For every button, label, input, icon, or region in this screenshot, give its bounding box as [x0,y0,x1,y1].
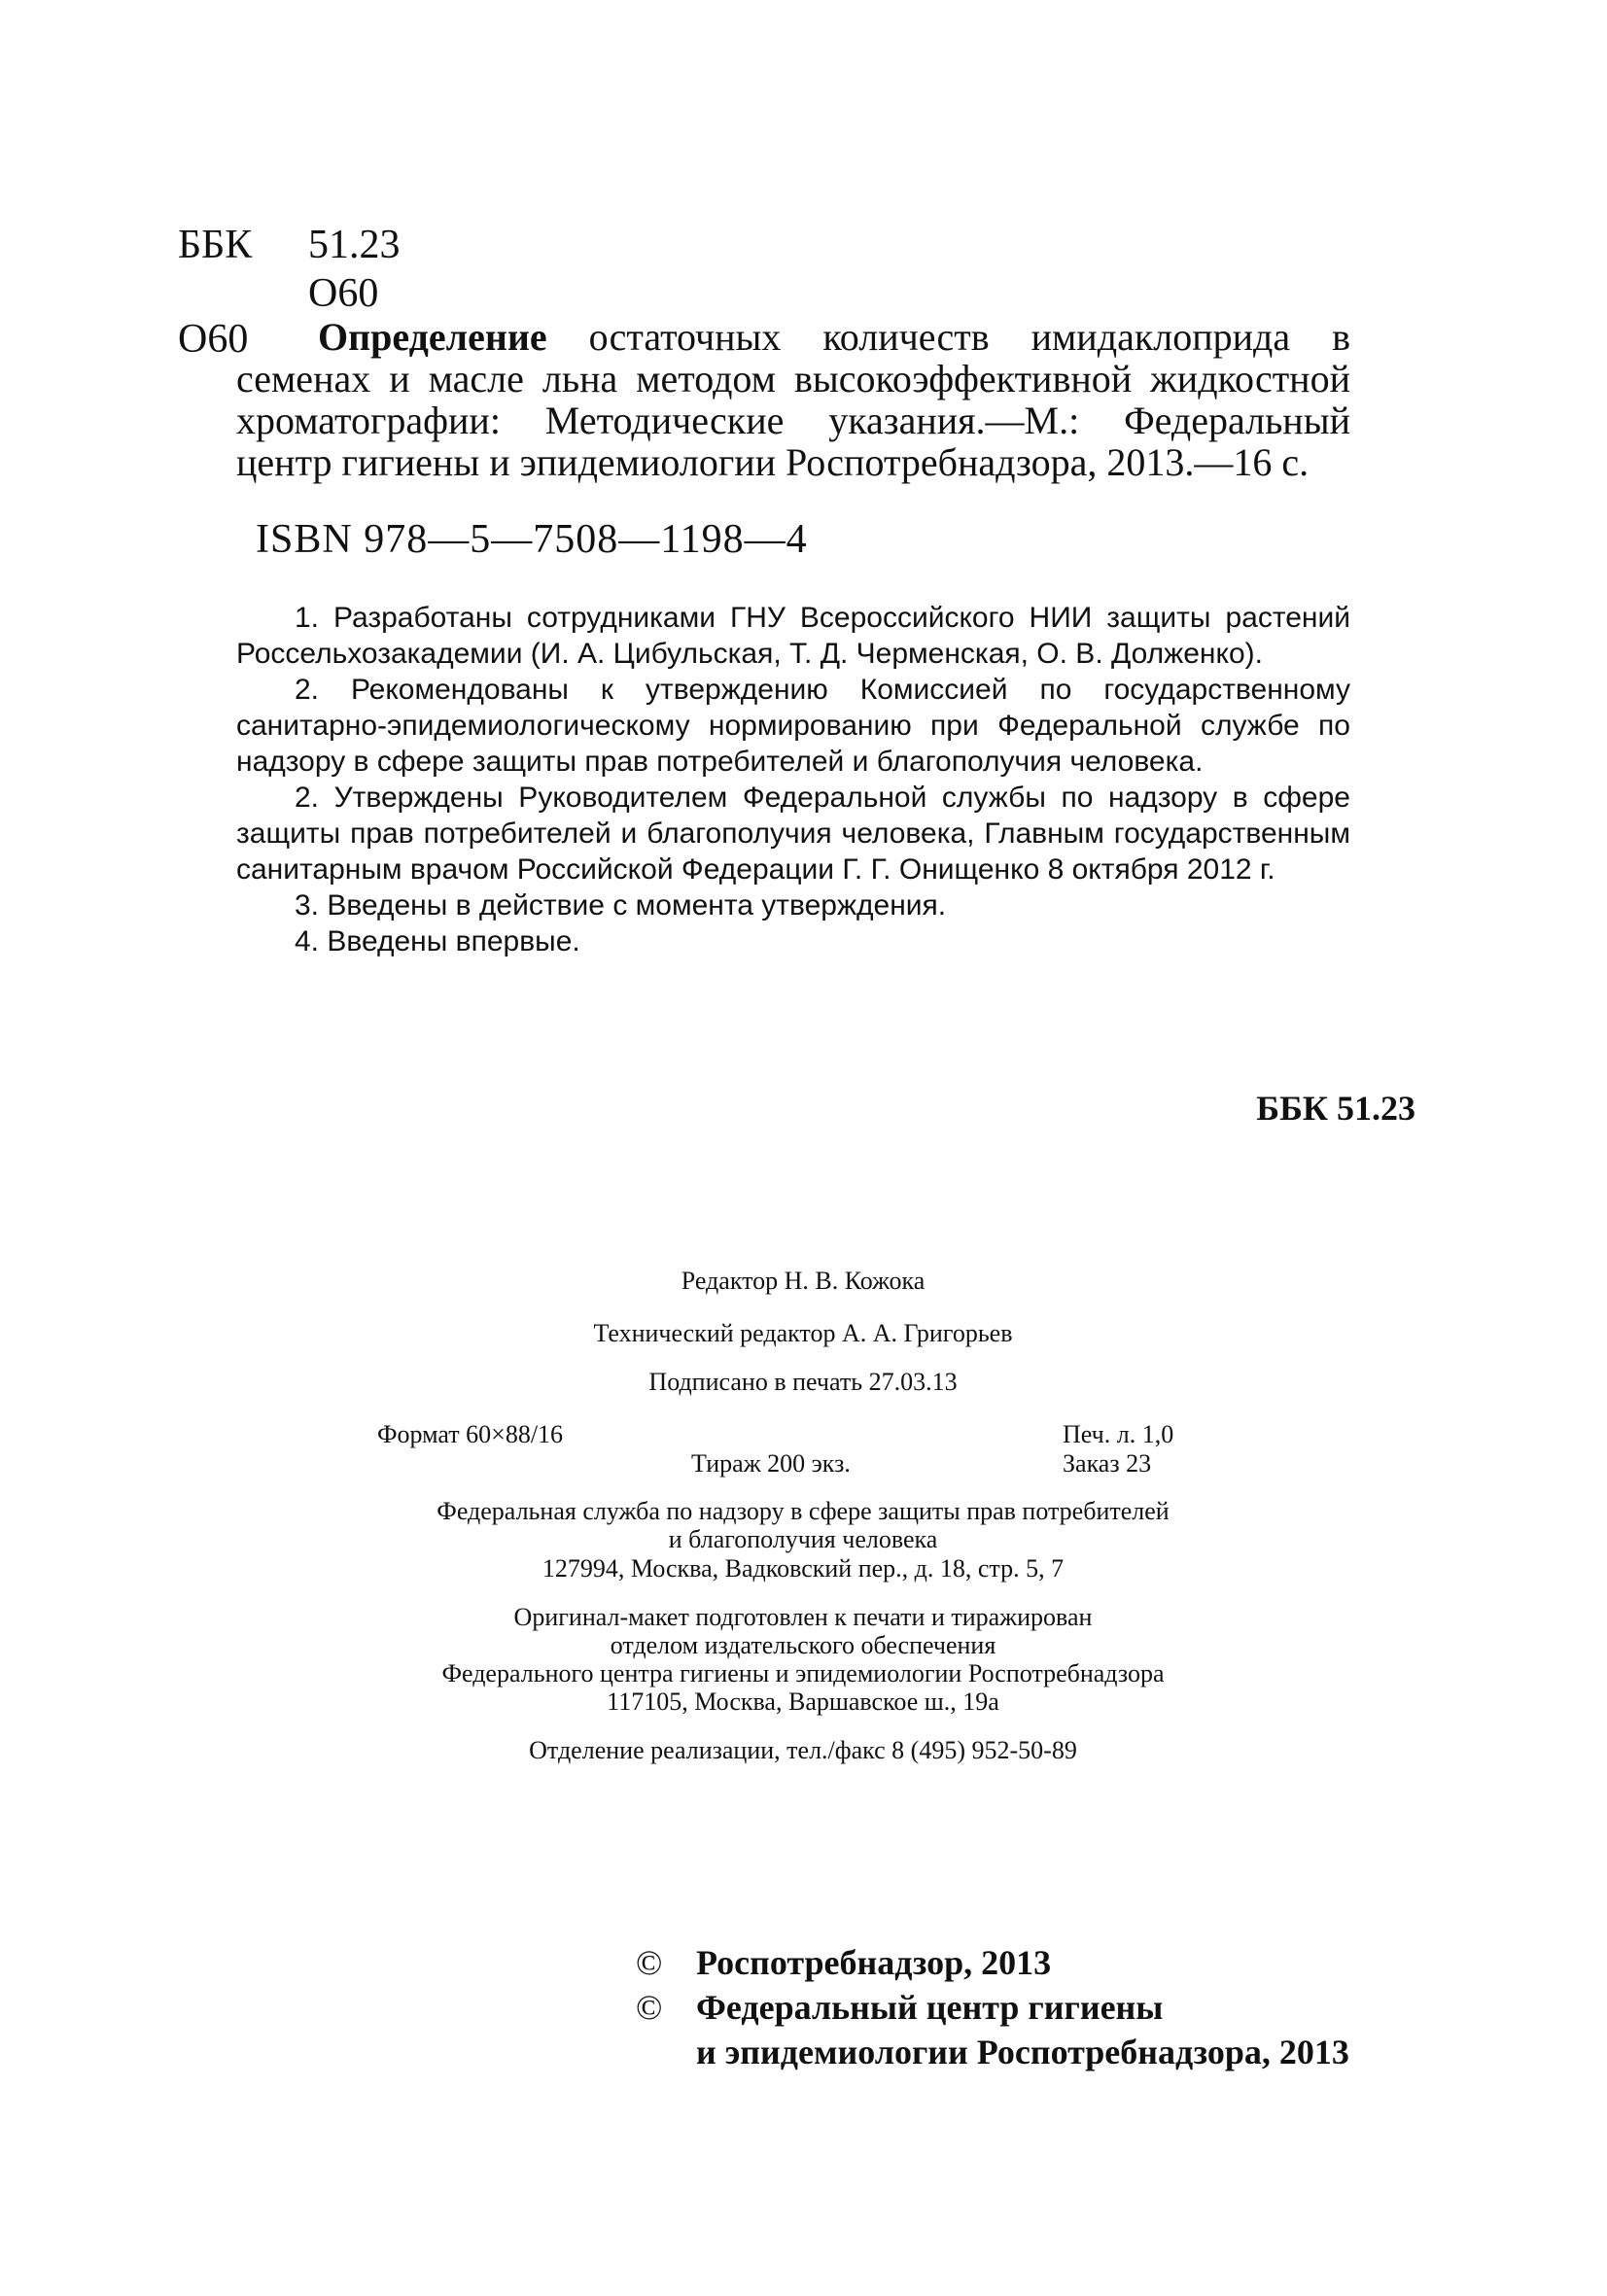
info-item-first-time: 4. Введены впервые. [295,925,580,957]
info-item-enacted: 3. Введены в действие с момента утверждения. [295,889,947,922]
publisher-line-1: Федеральная служба по надзору в сфере защиты прав потребителей [437,1497,1170,1525]
maket-line-2: отделом издательского обеспечения [610,1631,996,1659]
maket-address: 117105, Москва, Варшавское ш., 19а [607,1687,999,1716]
format: Формат 60×88/16 [377,1420,564,1448]
entry-code: О60 [178,317,249,362]
bbk-index: 51.23 [308,223,401,267]
copyright-1 [636,1940,1414,1985]
copyright-3-text: и эпидемиологии Роспотребнадзора, 2013 [696,2033,1349,2071]
print-run: Тираж 200 экз. [691,1449,851,1478]
copyright-1-text: Роспотребнадзор, 2013 [696,1943,1052,1982]
isbn: ISBN 978—5—7508—1198—4 [256,517,808,562]
maket-line-1: Оригинал-макет подготовлен к печати и тиражирован [513,1603,1093,1631]
info-item-developed: 1. Разработаны сотрудниками ГНУ Всероссийского НИИ защиты растений Россельхозакадемии (И. А. Цибульская, Т. Д. Черменская, О. В. Долженко). [236,602,1350,670]
sales-contact: Отделение реализации, тел./факс 8 (495) 952-50-89 [529,1736,1077,1764]
copyright-3 [636,2030,1414,2074]
info-item-recommended: 2. Рекомендованы к утверждению Комиссией по государственному санитарно-эпидемиологическому нормированию при Федеральной службе по надзору в сфере защиты прав потребителей и благополучия человека. [236,674,1350,778]
info-item-approved: 2. Утверждены Руководителем Федеральной службы по надзору в сфере защиты прав потребителей и благополучия человека, Главным государственным санитарным врачом Российской Федерации Г. Г. Онищенко 8 октября 2012 г. [236,782,1350,886]
bbk-label: ББК [178,223,253,267]
publisher-line-2: и благополучия человека [668,1525,938,1553]
info-list [236,600,1350,959]
editor: Редактор Н. В. Кожока [681,1267,926,1295]
bibliographic-entry [236,316,1350,483]
entry-description: остаточных количеств имидаклоприда в семенах и масле льна методом высокоэффективной жидкостной хроматографии: Методические указания.—М.: Федеральный центр гигиены и эпидемиологии Роспотребнадзора, 2013.—16 с. [236,315,1350,484]
copyright-icon: © [636,1943,663,1982]
publisher-address: 127994, Москва, Вадковский пер., д. 18, стр. 5, 7 [541,1554,1065,1583]
author-code: О60 [308,271,379,316]
order-number: Заказ 23 [1063,1449,1152,1478]
signed-date: Подписано в печать 27.03.13 [648,1368,958,1396]
copyright-icon: © [636,1988,663,2027]
bbk-footer: ББК 51.23 [1256,1089,1415,1128]
entry-title-bold: Определение [318,315,547,359]
copyright-2-text: Федеральный центр гигиены [696,1988,1164,2027]
tech-editor: Технический редактор А. А. Григорьев [593,1319,1013,1347]
print-sheets: Печ. л. 1,0 [1063,1420,1174,1448]
maket-line-3: Федерального центра гигиены и эпидемиологии Роспотребнадзора [441,1659,1165,1687]
copyright-2 [636,1985,1414,2030]
